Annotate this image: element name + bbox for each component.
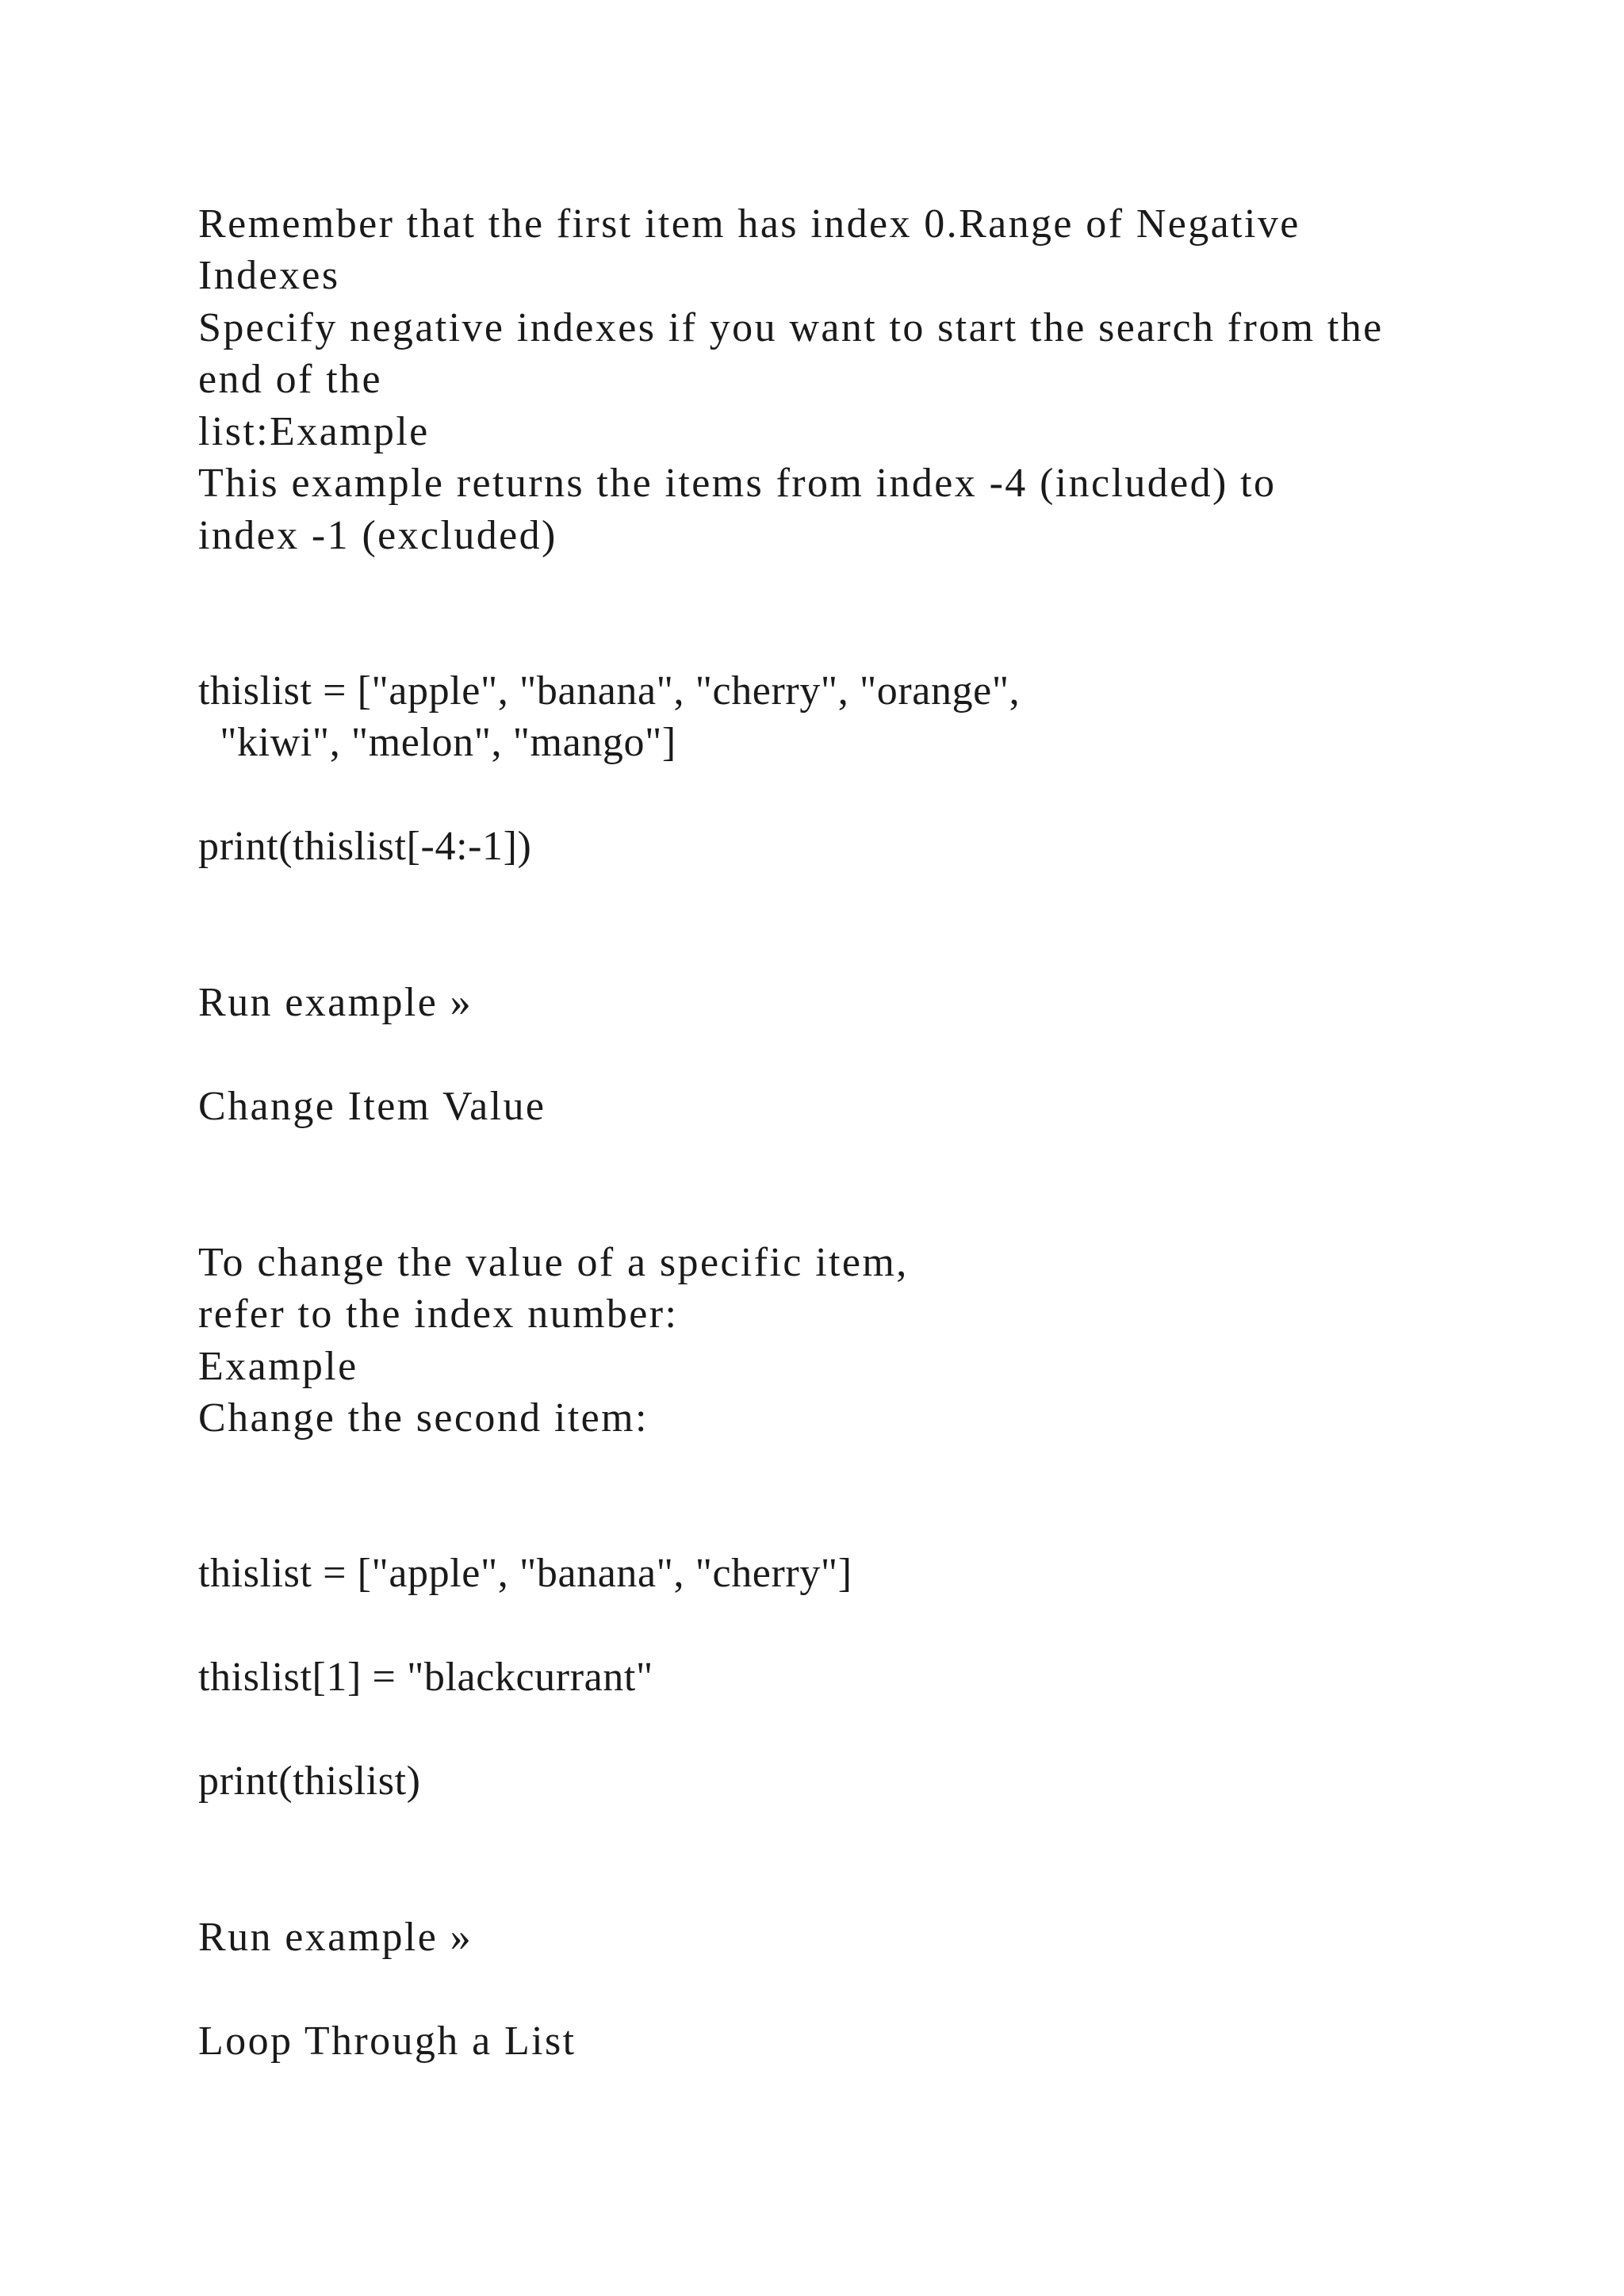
run-example-link[interactable]: Run example » bbox=[198, 980, 473, 1025]
code2-line-3: print(thislist) bbox=[198, 1758, 421, 1804]
intro-line-1: Remember that the first item has index 0.Range of Negative bbox=[198, 201, 1300, 247]
code1-line-1: thislist = ["apple", "banana", "cherry", "orange", bbox=[198, 668, 1021, 714]
intro-line-5: list:Example bbox=[198, 409, 430, 454]
change-line-4: Change the second item: bbox=[198, 1395, 649, 1441]
heading-loop-through-list: Loop Through a List bbox=[198, 2019, 576, 2064]
intro-line-4: end of the bbox=[198, 357, 382, 402]
code2-line-1: thislist = ["apple", "banana", "cherry"] bbox=[198, 1551, 852, 1596]
intro-line-3: Specify negative indexes if you want to start the search from the bbox=[198, 305, 1384, 350]
change-line-3: Example bbox=[198, 1344, 358, 1389]
change-line-1: To change the value of a specific item, bbox=[198, 1240, 909, 1285]
code1-line-3: print(thislist[-4:-1]) bbox=[198, 824, 532, 869]
code1-line-2: "kiwi", "melon", "mango"] bbox=[198, 720, 676, 765]
intro-line-2: Indexes bbox=[198, 253, 340, 298]
intro-line-7: index -1 (excluded) bbox=[198, 513, 557, 558]
intro-line-6: This example returns the items from index -4 (included) to bbox=[198, 461, 1277, 506]
change-line-2: refer to the index number: bbox=[198, 1292, 679, 1337]
heading-change-item-value: Change Item Value bbox=[198, 1084, 546, 1129]
run-example-link[interactable]: Run example » bbox=[198, 1915, 473, 1960]
code2-line-2: thislist[1] = "blackcurrant" bbox=[198, 1655, 653, 1700]
